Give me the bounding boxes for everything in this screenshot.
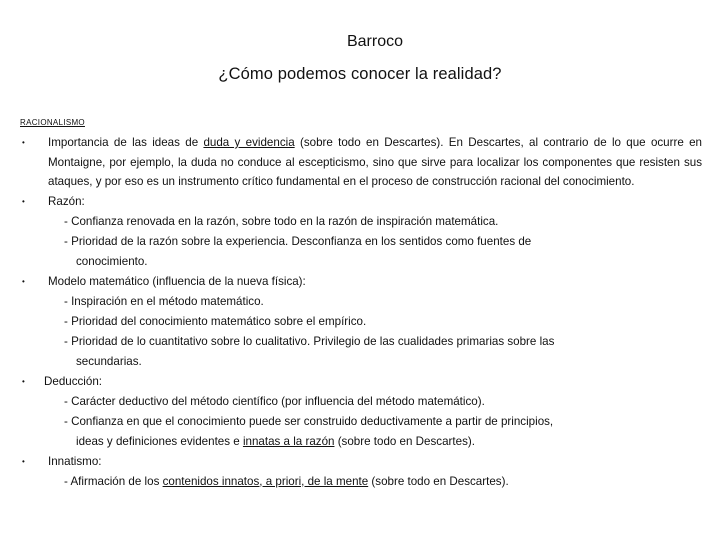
bullet-marker: • — [22, 456, 25, 466]
section-heading: RACIONALISMO — [20, 118, 85, 127]
bullet-label: Innatismo: — [48, 454, 102, 468]
sub-item-continuation: secundarias. — [76, 354, 142, 368]
underlined-text: duda y evidencia — [203, 136, 295, 149]
text-run: - Afirmación de los — [64, 474, 163, 488]
underlined-text: contenidos innatos, a priori, de la mente — [162, 474, 369, 488]
text-run: (sobre todo en Descartes). — [368, 474, 509, 488]
sub-item: - Carácter deductivo del método científico (por influencia del método matemático). — [64, 394, 485, 408]
sub-item: - Confianza en que el conocimiento puede ser construido deductivamente a partir de principios, — [64, 414, 554, 428]
title-text: Barroco — [346, 33, 404, 50]
sub-item: - Prioridad de lo cuantitativo sobre lo cualitativo. Privilegio de las cualidades primarias sobre las — [64, 334, 555, 348]
bullet-item-razon — [20, 192, 702, 272]
bullet-marker: • — [22, 196, 25, 206]
slide-subtitle: ¿Cómo podemos conocer la realidad? — [218, 65, 502, 83]
text-run: Importancia de las ideas de — [48, 136, 204, 149]
bullet-label: Razón: — [48, 194, 85, 208]
underlined-text: innatas a la razón — [242, 434, 335, 448]
bullet-text — [48, 133, 702, 192]
bullet-marker: • — [22, 276, 25, 286]
sub-item-continuation: conocimiento. — [76, 254, 148, 268]
sub-item: - Inspiración en el método matemático. — [64, 294, 264, 308]
text-run: (sobre todo en Descartes). En Descartes, al contrario de lo que ocurre en Montaigne, por ejemplo, la duda no conduce al escepticismo, sino que sirve para localizar los componentes que resisten sus ataques, y por eso es un instrumento crítico fundamental en el proceso de construcción racional del conocimiento. — [48, 136, 703, 188]
bullet-label: Deducción: — [44, 374, 103, 388]
bullet-list — [20, 133, 702, 492]
sub-item: - Prioridad del conocimiento matemático sobre el empírico. — [64, 314, 367, 328]
bullet-item-innatismo — [20, 452, 702, 492]
bullet-item-modelo-matematico — [20, 272, 702, 372]
sub-item: - Prioridad de la razón sobre la experiencia. Desconfianza en los sentidos como fuentes de — [64, 234, 532, 248]
sub-item-continuation — [44, 432, 702, 452]
text-run: (sobre todo en Descartes). — [334, 434, 475, 448]
sub-item: - Confianza renovada en la razón, sobre todo en la razón de inspiración matemática. — [64, 214, 499, 228]
bullet-label: Modelo matemático (influencia de la nueva física): — [48, 274, 306, 288]
bullet-item-deduccion — [20, 372, 702, 452]
text-run: ideas y definiciones evidentes e — [76, 434, 243, 448]
bullet-marker: • — [22, 138, 25, 147]
bullet-marker: • — [22, 376, 25, 386]
sub-item — [48, 472, 702, 492]
slide-title — [0, 32, 720, 52]
bullet-item-duda — [20, 133, 702, 192]
